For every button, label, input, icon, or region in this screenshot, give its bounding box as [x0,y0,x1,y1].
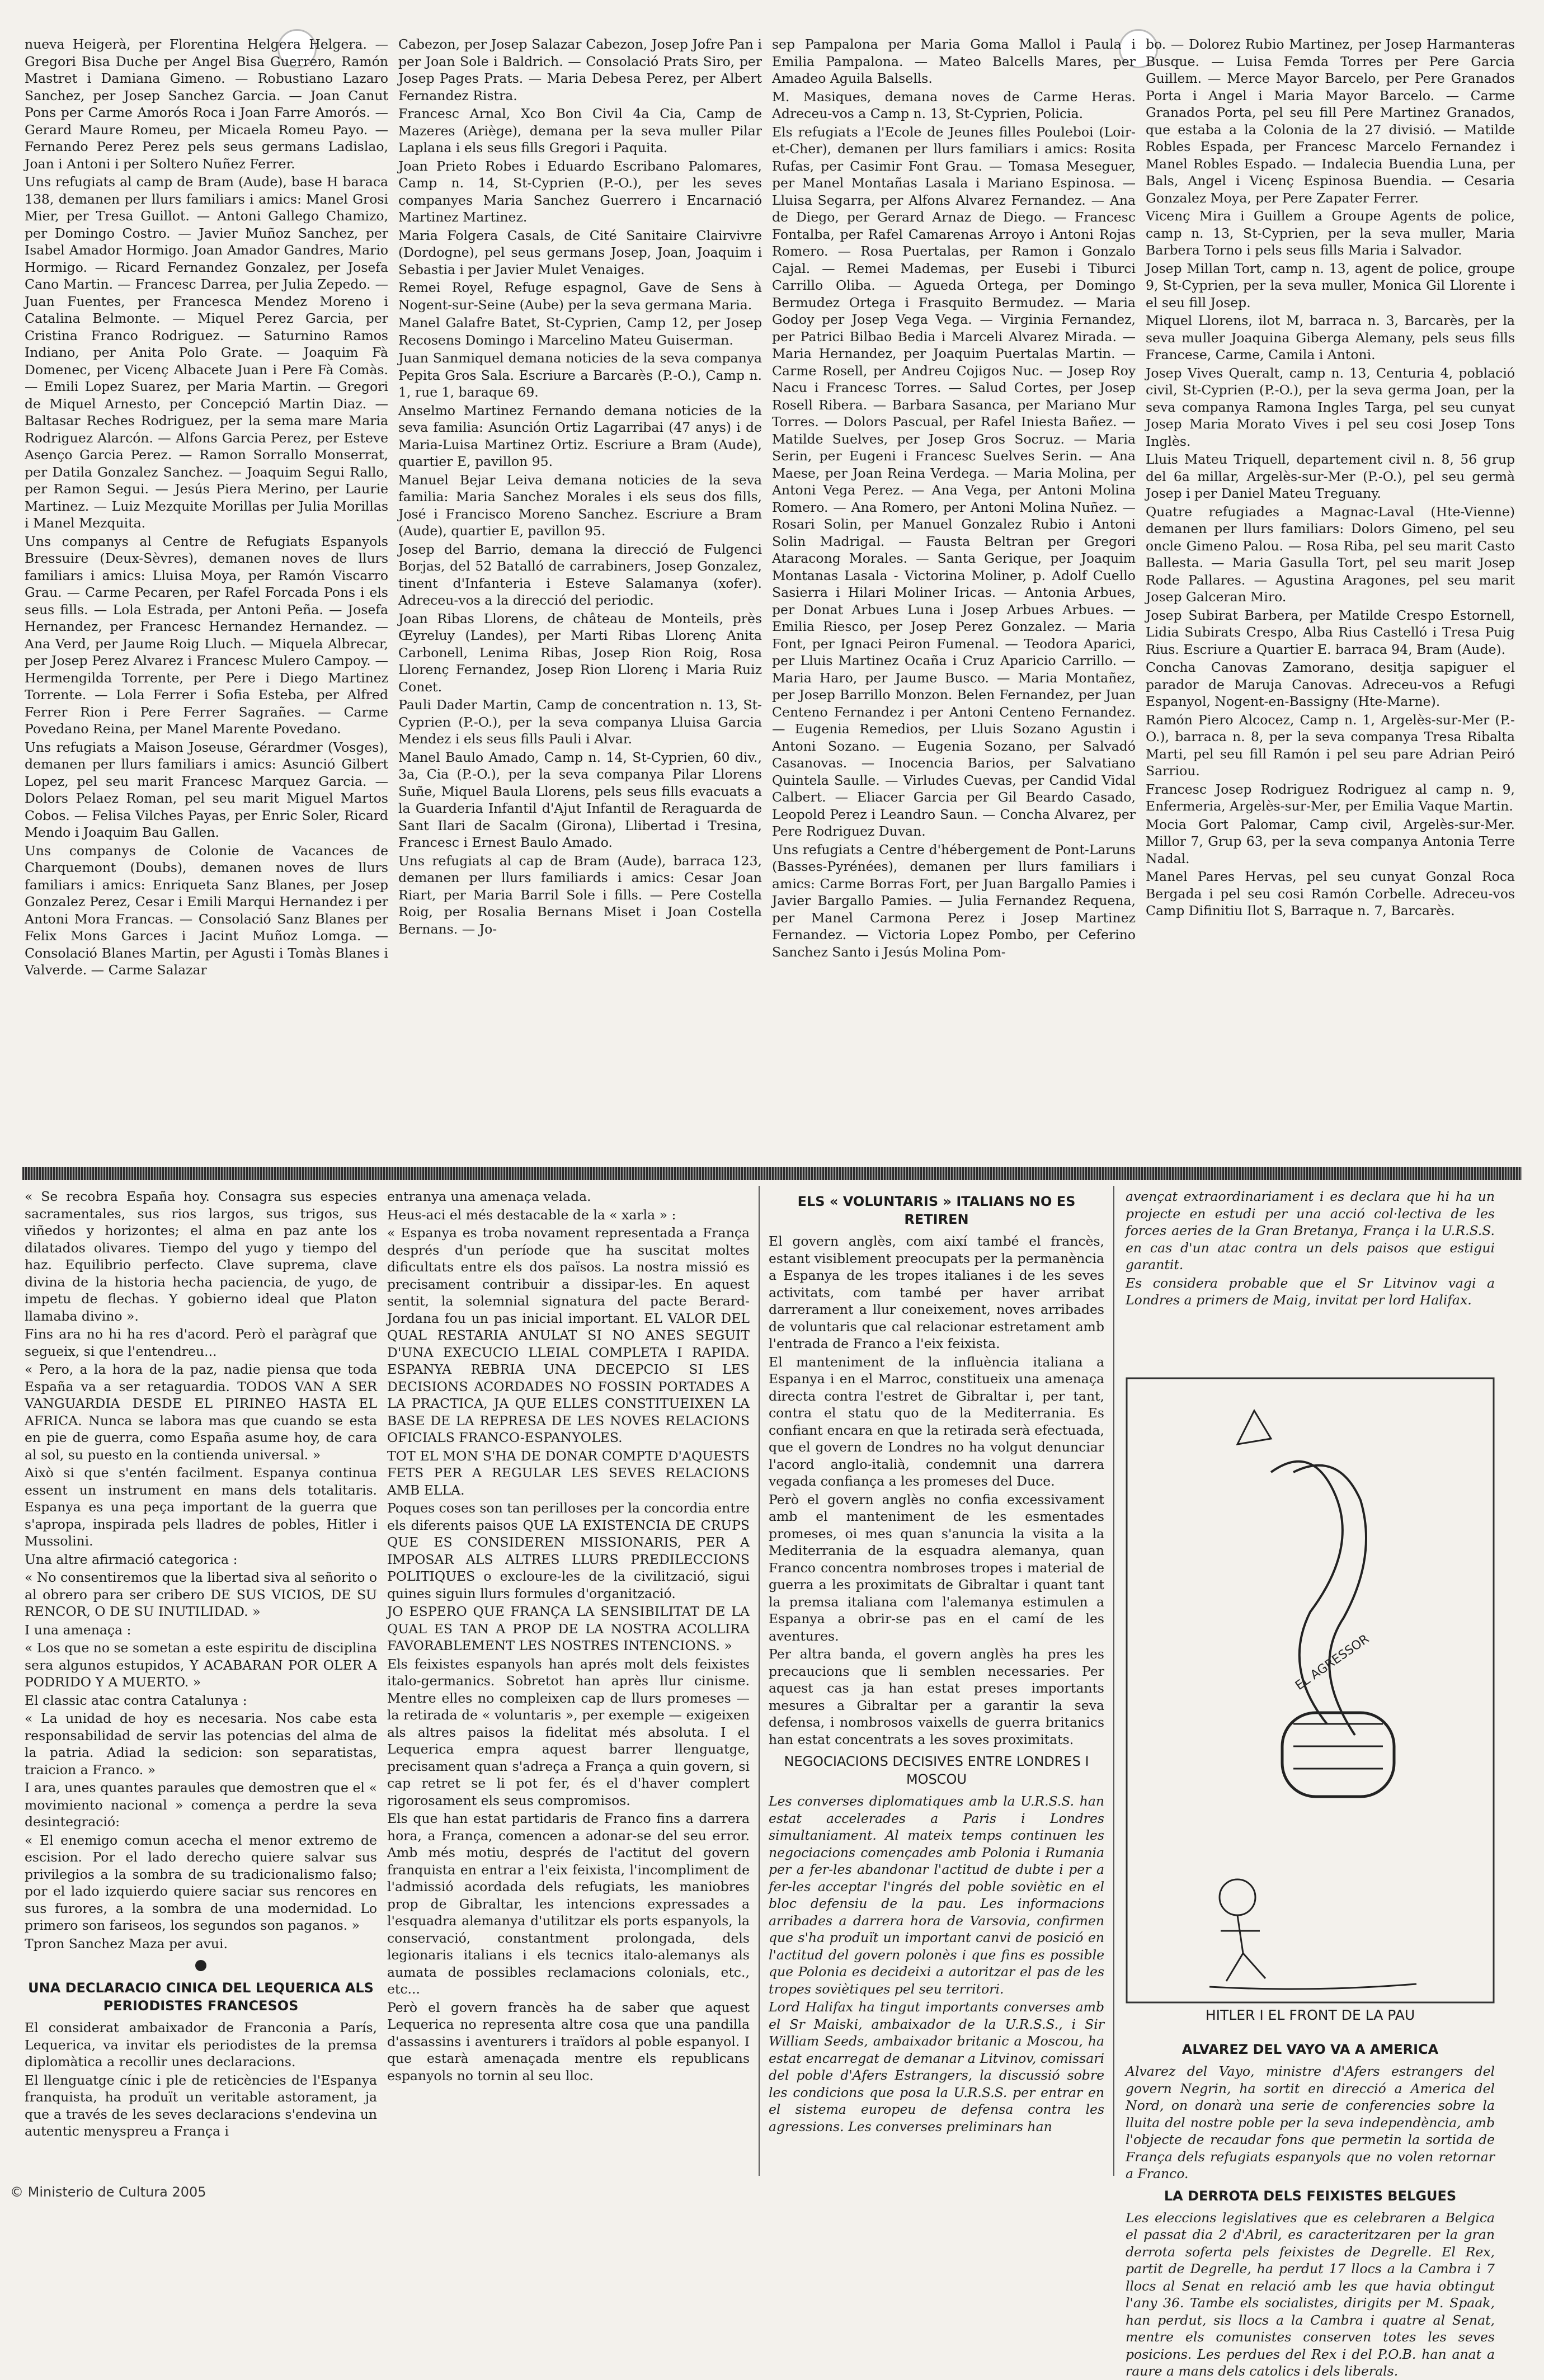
paragraph: Francesc Josep Rodriguez Rodriguez al camp n. 9, Enfermeria, Argelès-sur-Mer, per Emilia Vaque Martin. [1146,781,1515,814]
paragraph: Heus-aci el més destacable de la « xarla » : [387,1207,676,1223]
paragraph: Josep del Barrio, demana la direcció de Fulgenci Borjas, del 52 Batalló de carrabiners, Josep Gonzalez, tinent d'Infanteria i Esteve Salamanya (xofer). Adreceu-vos a la direcció del periodic. [398,541,762,608]
bullet-separator [195,1960,206,1971]
paragraph: entranya una amenaça velada. [387,1189,591,1204]
cartoon-label: EL AGRESSOR [1293,1632,1372,1693]
paragraph: Joan Prieto Robes i Eduardo Escribano Palomares, Camp n. 14, St-Cyprien (P.-O.), per les seves companyes Maria Sanchez Guerrero i Encarnació Martinez Martinez. [398,158,762,225]
article-heading: ELS « VOLUNTARIS » ITALIANS NO ES RETIREN [797,1194,1076,1227]
refugees-column-1 [25,36,388,1160]
paragraph: Josep Vives Queralt, camp n. 13, Centuria 4, població civil, St-Cyprien (P.-O.), per la seva germa Joan, per la seva companya Ramona Ingles Targa, pel seu cunyat Josep Maria Morato Vives i pel seu cosi Josep Tons Inglès. [1146,365,1515,449]
column-rule [1113,1186,1114,2176]
article-heading: UNA DECLARACIO CINICA DEL LEQUERICA ALS PERIODISTES FRANCESOS [28,1980,374,2014]
paragraph: Però el govern francès ha de saber que aquest Lequerica no representa altre cosa que una pandilla d'assassins i aventurers i traïdors al poble espanyol. I que estarà amenaçada mentre els republicans espanyols no tornin al seu lloc. [387,1999,750,2084]
copyright-footer: © Ministerio de Cultura 2005 [10,2184,206,2200]
paragraph: « No consentiremos que la libertad siva al señorito o al obrero para ser cribero DE SUS VICIOS, DE SU RENCOR, O DE SU INUTILIDAD. » [25,1570,377,1619]
paragraph: « Espanya es troba novament representada a França després d'un període que ha suscitat moltes dificultats entre els dos països. La nostra missió es precisament contribuir a dissipar-les. En aquest sentit, la solemnial signatura del pacte Berard-Jordana fou un pas inicial important. EL VALOR DEL QUAL RESTARIA ANULAT SI NO ANES SEGUIT D'UNA EXECUCIO LLEIAL COMPLETA I RAPIDA. ESPANYA REBRIA UNA DECEPCIO SI LES DECISIONS ACORDADES NO FOSSIN PORTADES A LA PRACTICA, JA QUE ELLES CONSTITUEIXEN LA BASE DE LA REPRESA DE LES NOVES RELACIONS OFICIALS FRANCO-ESPANYOLES. [387,1225,750,1445]
paragraph: Miquel Llorens, ilot M, barraca n. 3, Barcarès, per la seva muller Joaquina Giberga Alemany, pels seus fills Francese, Carme, Camila i Antoni. [1146,313,1515,362]
paragraph: Es considera probable que el Sr Litvinov vagi a Londres a primers de Maig, invitat per lord Halifax. [1126,1275,1495,1308]
paragraph: Ramón Piero Alcocez, Camp n. 1, Argelès-sur-Mer (P.-O.), barraca n. 8, per la seva companya Tresa Ribalta Marti, pel seu fill Ramón i pel seu pare Adrian Peiró Sarriou. [1146,711,1515,779]
paragraph: El manteniment de la influència italiana a Espanya i en el Marroc, constitueix una amenaça directa contra l'estret de Gibraltar i, per tant, contra el statu quo de la Mediterrania. Es confiant encara en que la retirada serà efectuada, que el govern de Londres no ha volgut denunciar l'acord anglo-italià, condemnit una darrera vegada confiança a les promeses del Duce. [769,1354,1104,1489]
article-column-1 [25,1188,377,2178]
paragraph: Per altra banda, el govern anglès ha pres les precaucions que li semblen necessaries. Per aquest cas ja han estat preses importants mesures a Gibraltar per a garantir la seva defensa, i nombrosos vaixells de guerra britanics han estat concentrats a les soves proximitats. [769,1646,1104,1747]
article-heading: LA DERROTA DELS FEIXISTES BELGUES [1164,2188,1457,2204]
refugees-column-3 [772,36,1136,1160]
article-heading: ALVAREZ DEL VAYO VA A AMERICA [1181,2042,1439,2057]
paragraph: Francesc Arnal, Xco Bon Civil 4a Cia, Camp de Mazeres (Ariège), demana per la seva muller Pilar Laplana i els seus fills Gregori i Paquita. [398,106,762,155]
paragraph: « Los que no se sometan a este espiritu de disciplina sera algunos estupidos, Y ACABARAN POR OLER A PODRIDO Y A MUERTO. » [25,1640,377,1690]
paragraph: bo. — Dolorez Rubio Martinez, per Josep Harmanteras Busque. — Luisa Femda Torres per Pere Garcia Guillem. — Merce Mayor Barcelo, per Pere Granados Porta i Angel i Maria Mayor Barcelo. — Carme Granados Porta, pel seu fill Pere Martinez Granados, que estaba a la Colonia de la 27 divisió. — Matilde Robles Espada, per Francesc Marcelo Fernandez i Manel Robles Espado. — Indalecia Buendia Luna, per Bals, Angel i Vicenç Espinosa Buendia. — Cesaria Gonzalez Moya, per Pere Zapater Ferrer. [1146,36,1515,206]
paragraph: Tpron Sanchez Maza per avui. [25,1935,228,1952]
cartoon-caption: HITLER I EL FRONT DE LA PAU [1205,2007,1415,2023]
paragraph: El llenguatge cínic i ple de reticències de l'Espanya franquista, ha produït un veritable astorament, ja que a través de les seves declaracions s'endevina un autentic menyspreu a França i [25,2072,377,2139]
paragraph: JO ESPERO QUE FRANÇA LA SENSIBILITAT DE LA QUAL ES TAN A PROP DE LA NOSTRA ACOLLIRA FAVORABLEMENT LES NOSTRES INTENCIONS. » [387,1604,750,1653]
paragraph: « El enemigo comun acecha el menor extremo de escision. Por el lado derecho quiere salvar sus privilegios a la sombra de su tradicionalismo falso; por el lado izquierdo quiere saciar sus rencores en sus furores, a la sombra de una modernidad. Lo primero son fariseos, los segundos son paganos. » [25,1832,377,1933]
paragraph: Uns companys al Centre de Refugiats Espanyols Bressuire (Deux-Sèvres), demanen noves de llurs familiars i amics: Lluisa Moya, per Ramón Viscarro Grau. — Carme Pecaren, per Rafel Forcada Pons i els seus fills. — Lola Estrada, per Antoni Peña. — Josefa Hernandez, per Francesc Hernandez Hernandez. — Ana Verd, per Jaume Roig Lluch. — Miquela Albrecar, per Josep Perez Alvarez i Francesc Mulero Campoy. — Hermengilda Torrente, per Pere i Diego Martinez Torrente. — Lola Ferrer i Sofia Esteba, per Alfred Ferrer Rion i Pere Ferrer Sagrañes. — Carme Povedano Reina, per Manel Marente Povedano. [25,533,388,737]
article-column-4-top [1126,1188,1495,1373]
paragraph: Josep Subirat Barbera, per Matilde Crespo Estornell, Lidia Subirats Crespo, Alba Rius Castelló i Tresa Puig Rius. Escriure a Quartier E. barraca 94, Bram (Aude). [1146,607,1515,657]
paragraph: Els refugiats a l'Ecole de Jeunes filles Pouleboi (Loir-et-Cher), demanen per llurs familiars i amics: Rosita Rufas, per Casimir Font Grau. — Tomasa Meseguer, per Manel Montañas Lasala i Mariano Espinosa. — Lluisa Segarra, per Alfons Alvarez Fernandez. — Ana de Diego, per Gerard Arnaz de Diego. — Francesc Fontalba, per Rafel Camarenas Arroyo i Antoni Rojas Romero. — Rosa Puertalas, per Ramon i Gonzalo Cajal. — Remei Mademas, per Eusebi i Tiburci Carrillo Oliba. — Agueda Ortega, per Domingo Bermudez Ortega i Frasquito Bermudez. — Maria Godoy per Josep Vega Vega. — Virginia Fernandez, per Patrici Bilbao Bedia i Marceli Alvarez Mirada. — Maria Hernandez, per Joaquim Puertalas Martin. — Carme Rosell, per Andreu Cojigos Nuc. — Josep Roy Nacu i Francesc Torres. — Salud Cortes, per Josep Rosell Ribera. — Barbara Sasanca, per Mariano Mur Torres. — Dolors Pascual, per Rafel Iniesta Bañez. — Matilde Suelves, per Josep Gros Socruz. — Maria Serin, per Eugeni i Francesc Suelves Serin. — Ana Maese, per Joan Reina Verdega. — Maria Molina, per Antoni Vega Perez. — Ana Vega, per Antoni Molina Romero. — Ana Romero, per Antoni Molina Nuñez. — Rosari Solin, per Manuel Gonzalez Rubio i Antoni Solin Madrigal. — Fausta Beltran per Gregori Ataracong Morales. — Santa Gerique, per Joaquim Montanas Lasala - Victorina Moliner, p. Adolf Cuello Sasierra i Hilari Moliner Iricas. — Antonia Arbues, per Donat Arbues Luna i Josep Arbues Arbues. — Emilia Riesco, per Josep Perez Gonzalez. — Maria Font, per Ignaci Peiron Fumenal. — Teodora Aparici, per Lluis Martinez Ocaña i Cruz Aparicio Carrillo. — Maria Haro, per Jaume Busco. — Maria Montañez, per Josep Barrillo Monzon. Belen Fernandez, per Juan Centeno Fernandez i per Antoni Centeno Fernandez. — Eugenia Remedios, per Lluis Sozano Agustin i Antoni Sozano. — Eugenia Sozano, per Salvadó Casanovas. — Inocencia Barios, per Salvatiano Quintela Saulle. — Virludes Cuevas, per Candid Vidal Calbert. — Eliacer Garcia per Gil Beardo Casado, Leopold Perez i Leandro Saun. — Concha Alvarez, per Pere Rodriguez Duvan. [772,124,1136,839]
article-column-3 [769,1188,1104,2178]
paragraph: TOT EL MON S'HA DE DONAR COMPTE D'AQUESTS FETS PER A REGULAR LES SEVES RELACIONS AMB ELLA. [387,1448,750,1498]
paragraph: Anselmo Martinez Fernando demana noticies de la seva familia: Asunción Ortiz Lagarribai (47 anys) i de Maria-Luisa Martinez Ortiz. Escriure a Bram (Aude), quartier E, pavillon 95. [398,402,762,469]
paragraph: Alvarez del Vayo, ministre d'Afers estrangers del govern Negrin, ha sortit en direcció a America del Nord, on donarà una serie de conferencies sobre la lluita del nostre poble per la seva independència, amb l'objecte de recaudar fons que permetin la sortida de França dels refugiats espanyols que no volen retornar a Franco. [1126,2063,1495,2181]
paragraph: Els que han estat partidaris de Franco fins a darrera hora, a França, comencen a adonar-se del seu error. Amb més motiu, després de l'actitut del govern franquista en entrar a l'eix feixista, l'incompliment de l'admissió acordada dels refugiats, les maniobres prop de Gibraltar, les intencions expressades a l'esquadra alemanya d'utilitzar els ports espanyols, la conservació, constantment prolongada, dels legionaris italians i els tecnics italo-alemanys als aumata de possibles reclamacions colonials, etc., etc... [387,1811,750,1997]
paragraph: Concha Canovas Zamorano, desitja sapiguer el parador de Maruja Canovas. Adreceu-vos a Refugi Espanyol, Nogent-en-Bassigny (Hte-Marne). [1146,659,1515,709]
paragraph: El govern anglès, com així també el francès, estant visiblement preocupats per la permanència a Espanya de les tropes italianes i de les seves activitats, com també per haver arribat darrerament a llur coneixement, noves arribades de voluntaris que cal relacionar estretament amb l'entrada de Franco a l'eix feixista. [769,1233,1104,1351]
section-divider [22,1167,1522,1180]
paragraph: Fins ara no hi ha res d'acord. Però el paràgraf que segueix, si que l'entendreu... [25,1326,377,1359]
paragraph: Poques coses son tan perilloses per la concordia entre els diferents paisos QUE LA EXISTENCIA DE CRUPS QUE ES CONSIDEREN MISSIONARIS, PER A IMPOSAR ALS ALTRES LLURS PREDILECCIONS POLITIQUES o excloure-les de la civilització, sigui quines siguin llurs formules d'organització. [387,1500,750,1601]
paragraph: Manel Galafre Batet, St-Cyprien, Camp 12, per Josep Recosens Domingo i Marcelino Mateu Guiserman. [398,315,762,348]
paragraph: avençat extraordinariament i es declara que hi ha un projecte en estudi per una acció col·lectiva de les forces aeries de la Gran Bretanya, França i la U.R.S.S. en cas d'un atac contra un dels paisos que estigui garantit. [1126,1189,1495,1273]
paragraph: Uns companys de Colonie de Vacances de Charquemont (Doubs), demanen noves de llurs familiars i amics: Enriqueta Sanz Blanes, per Josep Gonzalez Perez, Cesar i Emili Marqui Hernandez i per Antoni Mora Francas. — Consolació Sanz Blanes per Felix Mons Garces i Jacint Muñoz Lomga. — Consolació Blanes Martin, per Agusti i Tomàs Blanes i Valverde. — Carme Salazar [25,842,388,978]
paragraph: Lord Halifax ha tingut importants converses amb el Sr Maiski, ambaixador de la U.R.S.S., i Sir William Seeds, ambaixador britanic a Moscou, ha estat encarregat de demanar a Litvinov, comissari del poble d'Afers Estrangers, la discussió sobre les condicions que posa la U.R.S.S. per entrar en el sistema europeu de defensa contra les agressions. Les converses preliminars han [769,1999,1104,2134]
paragraph: Juan Sanmiquel demana noticies de la seva companya Pepita Gros Sala. Escriure a Barcarès (P.-O.), Camp n. 1, rue 1, baraque 69. [398,350,762,400]
paragraph: Quatre refugiades a Magnac-Laval (Hte-Vienne) demanen per llurs familiars: Dolors Gimeno, pel seu oncle Gimeno Palou. — Rosa Riba, pel seu marit Casto Ballesta. — Maria Gasulla Tort, pel seu marit Josep Rode Pallares. — Agustina Aragones, pel seu marit Josep Galceran Miro. [1146,503,1515,605]
paragraph: M. Masiques, demana noves de Carme Heras. Adreceu-vos a Camp n. 13, St-Cyprien, Policia. [772,88,1136,121]
paragraph: Pauli Dader Martin, Camp de concentration n. 13, St-Cyprien (P.-O.), per la seva companya Lluisa Garcia Mendez i els seus fills Pauli i Alvar. [398,697,762,747]
paragraph: Josep Millan Tort, camp n. 13, agent de police, groupe 9, St-Cyprien, per la seva muller, Monica Gil Llorente i el seu fill Josep. [1146,260,1515,310]
paragraph: Joan Ribas Llorens, de château de Monteils, près Œyreluy (Landes), per Marti Ribas Llorenç Anita Carbonell, Lenima Ribas, Josep Rion Roig, Rosa Llorenç Fernandez, Josep Rion Llorenç i Maria Ruiz Conet. [398,610,762,695]
paragraph: Mocia Gort Palomar, Camp civil, Argelès-sur-Mer. Millor 7, Grup 63, per la seva companya Antonia Terre Nadal. [1146,816,1515,866]
paragraph: El considerat ambaixador de Franconia a París, Lequerica, va invitar els periodistes de la premsa diplomàtica a recollir unes declaracions. [25,2020,377,2070]
paragraph: Uns refugiats a Maison Joseuse, Gérardmer (Vosges), demanen per llurs familiars i amics: Asunció Gilbert Lopez, pel seu marit Francesc Marquez Garcia. — Dolors Pelaez Roman, pel seu marit Miguel Martos Cobos. — Felisa Vilches Payas, per Enric Soler, Ricard Mendo i Joaquim Bau Gallen. [25,739,388,840]
paragraph: Manel Pares Hervas, pel seu cunyat Gonzal Roca Bergada i pel seu cosi Ramón Corbelle. Adreceu-vos Camp Difinitiu Ilot S, Barraque n. 7, Barcarès. [1146,869,1515,918]
paragraph: Les converses diplomatiques amb la U.R.S.S. han estat accelerades a Paris i Londres simultaniament. Al mateix temps continuen les negociacions començades amb Polonia i Rumania per a fer-les abandonar l'actitud de dubte i per a fer-les acceptar l'ingrés del poble soviètic en el bloc defensiu de la pau. Les informacions arribades a darrera hora de Varsovia, confirmen que s'ha produït un important canvi de posició en l'actitud del govern polonès i que fins es possible que Polonia es decideixi a autoritzar el pas de les tropes soviètiques pel seu territori. [769,1793,1104,1997]
paragraph: Les eleccions legislatives que es celebraren a Belgica el passat dia 2 d'Abril, es caracteritzaren per la gran derrota soferta pels feixistes de Degrelle. El Rex, partit de Degrelle, ha perdut 17 llocs a la Cambra i 7 llocs al Senat en relació amb les que havia obtingut l'any 36. Tambe els socialistes, dirigits per M. Spaak, han perdut, sis llocs a la Cambra i quatre al Senat, mentre els comunistes conserven totes les seves posicions. Les perdues del Rex i del P.O.B. han anat a raure a mans dels catolics i dels liberals. [1126,2209,1495,2379]
column-rule [759,1186,760,2176]
paragraph: Maria Folgera Casals, de Cité Sanitaire Clairvivre (Dordogne), pel seus germans Josep, Joan, Joaquim i Sebastia i per Javier Mulet Venaiges. [398,227,762,277]
paragraph: Lluis Mateu Triquell, departement civil n. 8, 56 grup del 6a millar, Argelès-sur-Mer (P.-O.), pel seu germà Josep i per Daniel Mateu Treguany. [1146,451,1515,501]
paragraph: Això si que s'entén facilment. Espanya continua essent un instrument en mans dels totalitaris. Espanya es una peça important de la guerra que s'apropa, inspirada pels lladres de pobles, Hitler i Mussolini. [25,1465,377,1549]
hitler-cartoon [1126,1377,1495,2004]
paragraph: El classic atac contra Catalunya : [25,1692,247,1708]
article-column-2 [387,1188,750,2178]
paragraph: « Se recobra España hoy. Consagra sus especies sacramentales, sus rios largos, sus trigos, sus viñedos y horizontes; el alma en paz ante los dilatados olivares. Tiempo del yugo y tiempo del haz. Equilibrio perfecto. Clave suprema, clave divina de la historia hecha paciencia, de yugo, de impetu de flechas. Y gobierno ideal que Platon llamaba divino ». [25,1189,377,1324]
paragraph: Uns refugiats al cap de Bram (Aude), barraca 123, demanen per llurs familiards i amics: Cesar Joan Riart, per Maria Barril Sole i fills. — Pere Costella Roig, per Rosalia Bernans Miset i Joan Costella Bernans. — Jo- [398,852,762,937]
paragraph: « La unidad de hoy es necesaria. Nos cabe esta responsabilidad de servir las potencias del alma de la patria. Adiad la sedicion: son separatistas, traicion a Franco. » [25,1710,377,1778]
paragraph: Remei Royel, Refuge espagnol, Gave de Sens à Nogent-sur-Seine (Aube) per la seva germana Maria. [398,280,762,313]
paragraph: I ara, unes quantes paraules que demostren que el « movimiento nacional » comença a perdre la seva desintegració: [25,1780,377,1830]
paragraph: Manuel Bejar Leiva demana noticies de la seva familia: Maria Sanchez Morales i els seus dos fills, José i Francisco Moreno Sanchez. Escriure a Bram (Aude), quartier E, pavillon 95. [398,472,762,539]
article-heading: NEGOCIACIONS DECISIVES ENTRE LONDRES I MOSCOU [784,1754,1089,1787]
paragraph: Cabezon, per Josep Salazar Cabezon, Josep Jofre Pan i per Joan Sole i Baldrich. — Consolació Prats Siro, per Josep Pages Prats. — Maria Debesa Perez, per Albert Fernandez Ristra. [398,36,762,103]
article-column-4-bottom [1126,2036,1495,2379]
paragraph: Uns refugiats a Centre d'hébergement de Pont-Laruns (Basses-Pyrénées), demanen per llurs familiars i amics: Carme Borras Fort, per Juan Bargallo Pamies i Javier Bargallo Pamies. — Julia Fernandez Requena, per Manel Carmona Perez i Josep Martinez Fernandez. — Victoria Lopez Pombo, per Ceferino Sanchez Santo i Jesús Molina Pom- [772,841,1136,960]
refugees-column-4 [1146,36,1515,1160]
paragraph: nueva Heigerà, per Florentina Helgera Helgera. — Gregori Bisa Duche per Angel Bisa Guerrero, Ramón Mastret i Damiana Gimeno. — Robustiano Lazaro Sanchez, per Josep Sanchez Garcia. — Joan Canut Pons per Carme Amorós Roca i Joan Farre Amorós. — Gerard Maure Romeu, per Micaela Romeu Payo. — Fernando Perez Perez pels seus germans Ladislao, Joan i Antoni i per Soltero Nuñez Ferrer. [25,36,388,172]
paragraph: Manel Baulo Amado, Camp n. 14, St-Cyprien, 60 div., 3a, Cia (P.-O.), per la seva companya Pilar Llorens Suñe, Miquel Baula Llorens, pels seus fills evacuats a la Guarderia Infantil d'Ajut Infantil de Reraguarda de Sant Ilari de Sacalm (Girona), Llibertad i Tresina, Francesc i Ernest Baulo Amado. [398,749,762,850]
paragraph: Uns refugiats al camp de Bram (Aude), base H baraca 138, demanen per llurs familiars i amics: Manel Grosi Mier, per Tresa Guillot. — Antoni Gallego Chamizo, per Domingo Costro. — Javier Muñoz Sanchez, per Isabel Amador Hormigo. Joan Amador Gandres, Mario Hormigo. — Ricard Fernandez Gonzalez, per Josefa Cano Martin. — Francesc Darrea, per Julia Zepedo. — Juan Fuentes, per Francesca Mendez Moreno i Catalina Belmonte. — Miquel Perez Garcia, per Cristina Franco Rodriguez. — Saturnino Ramos Indiano, per Anita Polo Grate. — Joaquim Fà Domenec, per Vicenç Albacete Juan i Pere Fà Comàs. — Emili Lopez Suarez, per Maria Martin. — Gregori de Miquel Arnesto, per Concepció Martin Diaz. — Baltasar Reches Rodriguez, per la sema mare Maria Rodriguez Alarcón. — Alfons Garcia Perez, per Esteve Asenço Garcia Perez. — Ramon Sorrallo Monserrat, per Datila Gonzalez Sanchez. — Joaquim Segui Rallo, per Ramon Segui. — Jesús Piera Merino, per Laurie Martinez. — Luiz Mezquite Morillas per Julia Morillas i Manel Mezquita. [25,174,388,531]
refugees-column-2 [398,36,762,1160]
paragraph: Però el govern anglès no confia excessivament amb el manteniment de les esmentades promeses, oi mes quan s'anuncia la visita a la Mediterrania de la esquadra alemanya, quan Franco concentra nombroses tropes i material de guerra a les proximitats de Gibraltar i quant tant la premsa italiana com l'alemanya estimulen a Espanya a obrir-se pas en el camí de les aventures. [769,1491,1104,1644]
paragraph: Vicenç Mira i Guillem a Groupe Agents de police, camp n. 13, St-Cyprien, per la seva muller, Maria Barbera Torno i pels seus fills Maria i Salvador. [1146,208,1515,258]
paragraph: Una altre afirmació categorica : [25,1551,238,1567]
paragraph: Els feixistes espanyols han aprés molt dels feixistes italo-germanics. Sobretot han après llur cinisme. Mentre elles no compleixen cap de llurs promeses — la retirada de « voluntaris », per exemple — exigeixen als altres paisos la fidelitat més absoluta. I el Lequerica empra aquest barrer llenguatge, precisament quan s'adreça a França a quin govern, si cap retret se li pot fer, és el d'haver complert rigorosament els seus compromisos. [387,1656,750,1808]
paragraph: I una amenaça : [25,1622,131,1638]
paragraph: « Pero, a la hora de la paz, nadie piensa que toda España va a ser retaguardia. TODOS VAN A SER VANGUARDIA DESDE EL PIRINEO HASTA EL AFRICA. Nunca se labora mas que cuando se esta en pie de guerra, como España asume hoy, de cara al sol, su puesto en la contienda universal. » [25,1361,377,1463]
paragraph: sep Pampalona per Maria Goma Mallol i Paula i Emilia Pampalona. — Mateo Balcells Mares, per Amadeo Aguila Balsells. [772,36,1136,86]
